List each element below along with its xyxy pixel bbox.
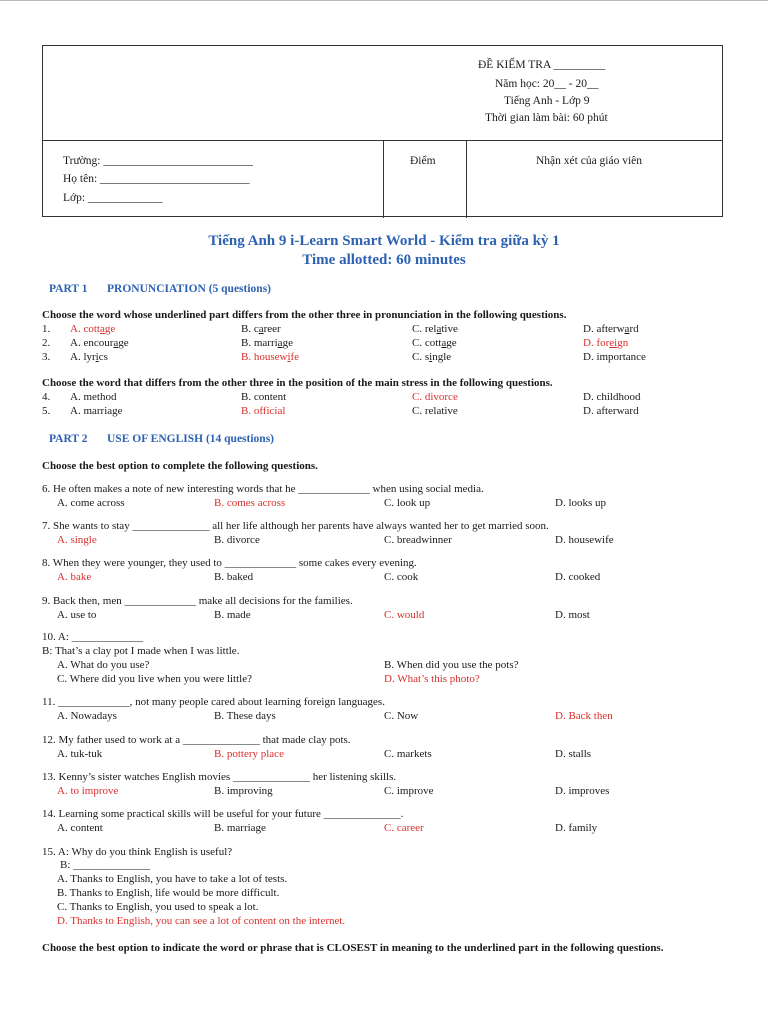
q10-option-c: C. Where did you live when you were little? bbox=[57, 673, 252, 685]
q12-stem: 12. My father used to work at a ______________ that made clay pots. bbox=[42, 734, 351, 746]
school-field: Trường: __________________________ bbox=[63, 155, 253, 167]
q13-option-c: C. improve bbox=[384, 785, 434, 797]
q3-option-d: D. importance bbox=[583, 351, 646, 363]
q9-option-c: C. would bbox=[384, 609, 425, 621]
q2-option-a: A. encourage bbox=[70, 337, 129, 349]
q11-option-a: A. Nowadays bbox=[57, 710, 117, 722]
q7-stem: 7. She wants to stay ______________ all her life although her parents have always wanted her to get married soon. bbox=[42, 520, 549, 532]
q4-option-c: C. divorce bbox=[412, 391, 458, 403]
q10-option-d: D. What’s this photo? bbox=[384, 673, 480, 685]
q14-option-d: D. family bbox=[555, 822, 598, 834]
q12-option-d: D. stalls bbox=[555, 748, 592, 760]
q12-option-b: B. pottery place bbox=[214, 748, 284, 760]
header-col-divider-2 bbox=[466, 140, 467, 218]
q12-option-c: C. markets bbox=[384, 748, 432, 760]
q2-option-b: B. marriage bbox=[241, 337, 293, 349]
part2-label: PART 2 bbox=[49, 433, 88, 445]
q6-option-b: B. comes across bbox=[214, 497, 286, 509]
q13-option-b: B. improving bbox=[214, 785, 273, 797]
q7-option-a: A. single bbox=[57, 534, 97, 546]
q6-option-a: A. come across bbox=[57, 497, 125, 509]
document-subtitle: Time allotted: 60 minutes bbox=[302, 252, 466, 268]
duration: Thời gian làm bài: 60 phút bbox=[485, 112, 608, 124]
document-title: Tiếng Anh 9 i-Learn Smart World - Kiểm tra giữa kỳ 1 bbox=[208, 233, 560, 249]
q10-option-b: B. When did you use the pots? bbox=[384, 659, 519, 671]
q9-option-a: A. use to bbox=[57, 609, 97, 621]
question-number: 2. bbox=[42, 337, 51, 349]
header-table bbox=[42, 45, 723, 217]
q11-option-c: C. Now bbox=[384, 710, 419, 722]
q11-option-b: B. These days bbox=[214, 710, 276, 722]
name-field: Họ tên: __________________________ bbox=[63, 173, 250, 185]
q1-option-a: A. cottage bbox=[70, 323, 116, 335]
q9-stem: 9. Back then, men _____________ make all decisions for the families. bbox=[42, 595, 353, 607]
q7-option-c: C. breadwinner bbox=[384, 534, 452, 546]
q9-option-d: D. most bbox=[555, 609, 590, 621]
q14-stem: 14. Learning some practical skills will be useful for your future ______________. bbox=[42, 808, 404, 820]
q4-option-d: D. childhood bbox=[583, 391, 641, 403]
q11-option-d: D. Back then bbox=[555, 710, 613, 722]
q15-option-d: D. Thanks to English, you can see a lot of content on the internet. bbox=[57, 915, 346, 927]
question-number: 5. bbox=[42, 405, 51, 417]
part2-title: USE OF ENGLISH (14 questions) bbox=[107, 433, 274, 445]
q7-option-d: D. housewife bbox=[555, 534, 614, 546]
q15-b-line: B: ______________ bbox=[60, 859, 151, 871]
q1-option-d: D. afterward bbox=[583, 323, 639, 335]
q11-stem: 11. _____________, not many people cared about learning foreign languages. bbox=[42, 696, 385, 708]
q10-option-a: A. What do you use? bbox=[57, 659, 150, 671]
q9-option-b: B. made bbox=[214, 609, 251, 621]
q15-option-a: A. Thanks to English, you have to take a lot of tests. bbox=[57, 873, 288, 885]
q10-b-line: B: That’s a clay pot I made when I was little. bbox=[42, 645, 240, 657]
q5-option-d: D. afterward bbox=[583, 405, 639, 417]
q13-option-d: D. improves bbox=[555, 785, 610, 797]
exam-title: ĐỀ KIỂM TRA _________ bbox=[478, 59, 606, 71]
q2-option-c: C. cottage bbox=[412, 337, 457, 349]
teacher-comment-label: Nhận xét của giáo viên bbox=[536, 155, 643, 167]
q1-option-b: B. career bbox=[241, 323, 281, 335]
q3-option-c: C. single bbox=[412, 351, 452, 363]
q3-option-a: A. lyrics bbox=[70, 351, 108, 363]
q15-stem: 15. A: Why do you think English is useful? bbox=[42, 846, 233, 858]
q14-option-b: B. marriage bbox=[214, 822, 266, 834]
q6-stem: 6. He often makes a note of new interesting words that he _____________ when using social media. bbox=[42, 483, 484, 495]
q8-stem: 8. When they were younger, they used to _____________ some cakes every evening. bbox=[42, 557, 417, 569]
q5-option-a: A. marriage bbox=[70, 405, 123, 417]
q6-option-d: D. looks up bbox=[555, 497, 607, 509]
part2-instruction-2: Choose the best option to indicate the word or phrase that is CLOSEST in meaning to the underlined part in the following questions. bbox=[42, 942, 664, 954]
part1-instruction-2: Choose the word that differs from the other three in the position of the main stress in the following questions. bbox=[42, 377, 553, 389]
q5-option-b: B. official bbox=[241, 405, 286, 417]
q6-option-c: C. look up bbox=[384, 497, 431, 509]
q13-option-a: A. to improve bbox=[57, 785, 119, 797]
header-col-divider-1 bbox=[383, 140, 384, 218]
q3-option-b: B. housewife bbox=[241, 351, 300, 363]
part2-instruction-1: Choose the best option to complete the following questions. bbox=[42, 460, 318, 472]
q7-option-b: B. divorce bbox=[214, 534, 260, 546]
part1-label: PART 1 bbox=[49, 283, 88, 295]
question-number: 1. bbox=[42, 323, 51, 335]
question-number: 4. bbox=[42, 391, 51, 403]
question-number: 3. bbox=[42, 351, 51, 363]
subject: Tiếng Anh - Lớp 9 bbox=[504, 95, 590, 107]
q4-option-a: A. method bbox=[70, 391, 117, 403]
top-border bbox=[0, 0, 768, 1]
part1-instruction-1: Choose the word whose underlined part differs from the other three in pronunciation in the following questions. bbox=[42, 309, 567, 321]
q8-option-a: A. bake bbox=[57, 571, 92, 583]
q4-option-b: B. content bbox=[241, 391, 287, 403]
q14-option-a: A. content bbox=[57, 822, 103, 834]
q8-option-b: B. baked bbox=[214, 571, 254, 583]
q8-option-d: D. cooked bbox=[555, 571, 601, 583]
q15-option-c: C. Thanks to English, you used to speak a lot. bbox=[57, 901, 259, 913]
class-field: Lớp: _____________ bbox=[63, 192, 163, 204]
q5-option-c: C. relative bbox=[412, 405, 458, 417]
part1-title: PRONUNCIATION (5 questions) bbox=[107, 283, 271, 295]
q15-option-b: B. Thanks to English, life would be more difficult. bbox=[57, 887, 280, 899]
school-year: Năm học: 20__ - 20__ bbox=[495, 78, 599, 90]
score-label: Điểm bbox=[410, 155, 436, 167]
q1-option-c: C. relative bbox=[412, 323, 458, 335]
q8-option-c: C. cook bbox=[384, 571, 419, 583]
q12-option-a: A. tuk-tuk bbox=[57, 748, 103, 760]
q14-option-c: C. career bbox=[384, 822, 424, 834]
q13-stem: 13. Kenny’s sister watches English movies ______________ her listening skills. bbox=[42, 771, 397, 783]
q2-option-d: D. foreign bbox=[583, 337, 629, 349]
q10-stem: 10. A: _____________ bbox=[42, 631, 144, 643]
